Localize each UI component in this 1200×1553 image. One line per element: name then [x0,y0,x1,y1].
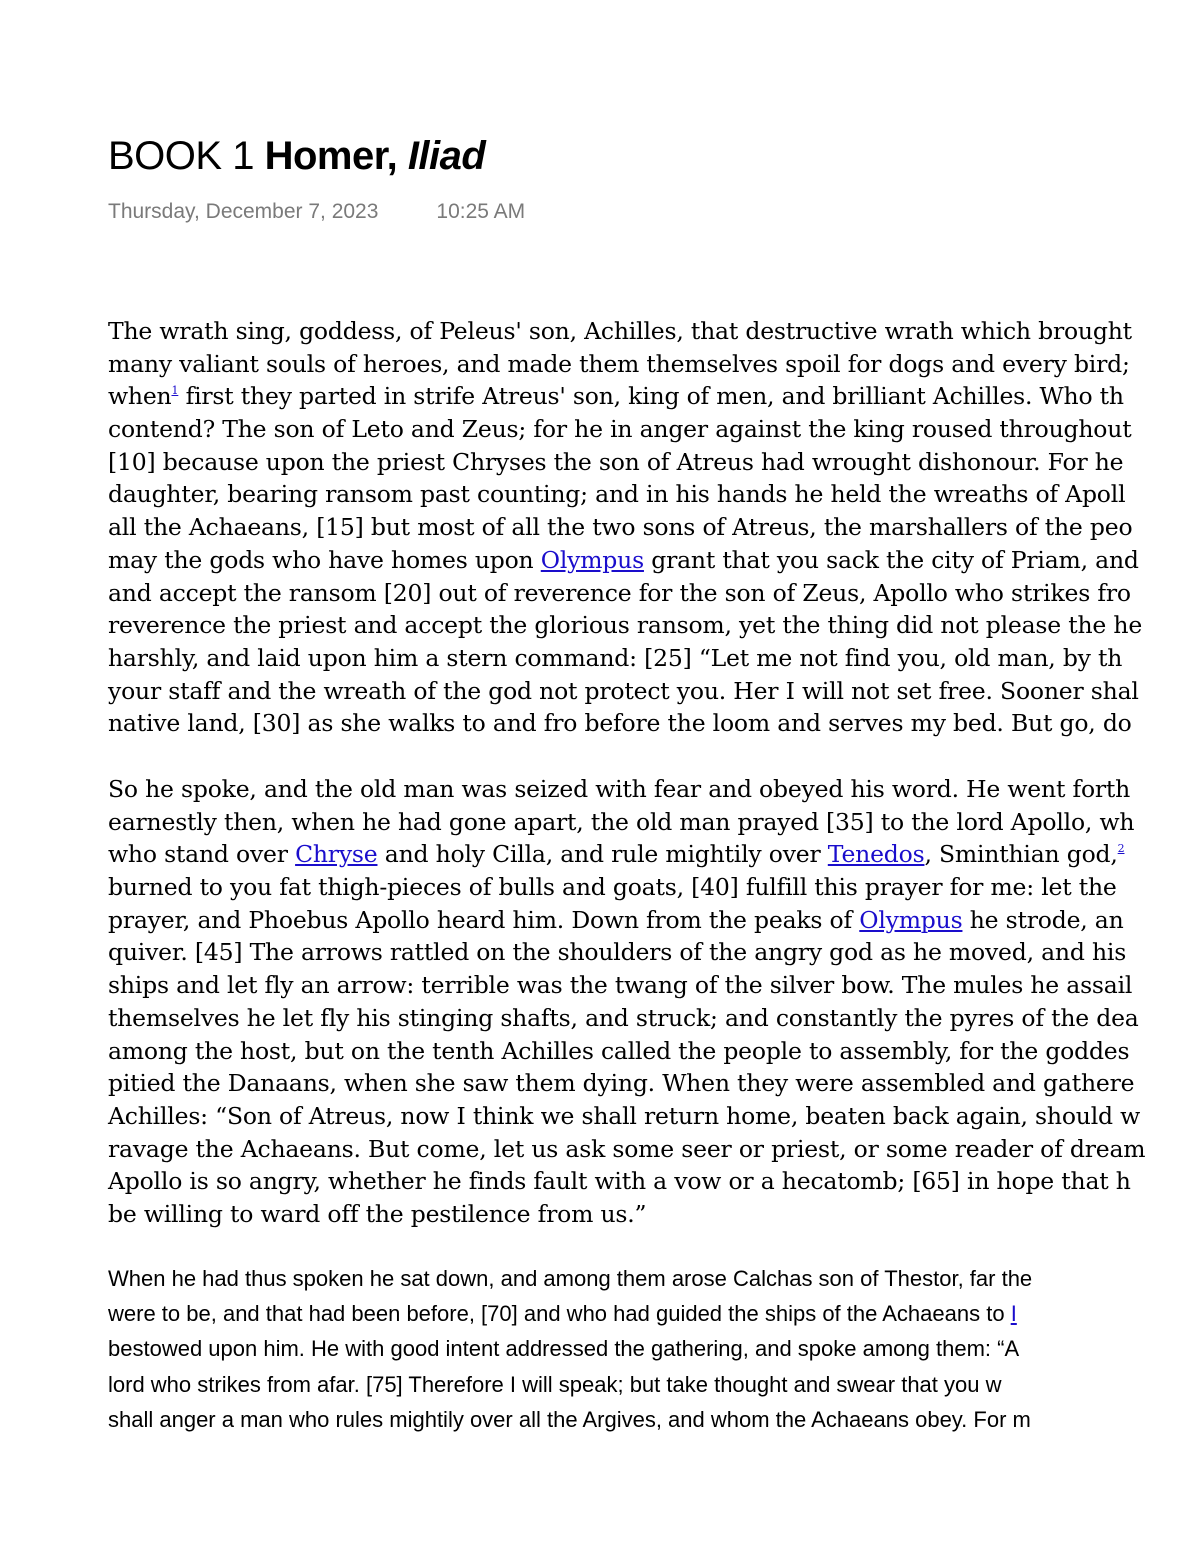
text-run: lord who strikes from afar. [75] Therefore I will speak; but take thought and swear that you w [108,1371,1002,1397]
text-run: he strode, an [962,905,1124,934]
text-run: , Sminthian god, [924,840,1118,869]
text-line [108,544,1200,577]
text-line [108,577,1200,610]
text-line [108,838,1200,871]
text-line [108,1296,1200,1331]
text-run: all the Achaeans, [15] but most of all the two sons of Atreus, the marshallers of the peo [108,513,1133,542]
place-link[interactable]: I [1010,1301,1017,1327]
place-link[interactable]: Olympus [540,545,644,574]
text-run: be willing to ward off the pestilence from us.” [108,1199,647,1228]
text-line [108,478,1200,511]
text-line [108,446,1200,479]
page-date: Thursday, December 7, 2023 [108,200,379,223]
text-run: your staff and the wreath of the god not protect you. Her I will not set free. Sooner shal [108,676,1139,705]
title-work: Iliad [407,134,486,178]
text-run: many valiant souls of heroes, and made them themselves spoil for dogs and every bird; [108,349,1130,378]
place-link[interactable]: Chryse [295,840,378,869]
text-line [108,871,1200,904]
text-line [108,1133,1200,1166]
text-run: earnestly then, when he had gone apart, the old man prayed [35] to the lord Apollo, wh [108,807,1135,836]
text-run: daughter, bearing ransom past counting; and in his hands he held the wreaths of Apoll [108,480,1126,509]
text-line [108,904,1200,937]
text-line [108,511,1200,544]
text-run: So he spoke, and the old man was seized with fear and obeyed his word. He went forth [108,775,1131,803]
text-run: quiver. [45] The arrows rattled on the shoulders of the angry god as he moved, and his [108,938,1127,967]
footnote-link[interactable]: 1 [171,384,179,398]
text-run: ravage the Achaeans. But come, let us ask some seer or priest, or some reader of dream [108,1134,1146,1163]
text-line [108,348,1200,381]
text-run: grant that you sack the city of Priam, and [643,545,1139,574]
text-line [108,609,1200,642]
text-line [108,1165,1200,1198]
text-run: reverence the priest and accept the glorious ransom, yet the thing did not please the he [108,611,1143,640]
text-run: prayer, and Phoebus Apollo heard him. Down from the peaks of [108,905,860,934]
footnote-link[interactable]: 2 [1117,842,1125,856]
text-run: shall anger a man who rules mightily over all the Argives, and whom the Achaeans obey. For m [108,1406,1031,1432]
text-run: were to be, and that had been before, [70] and who had guided the ships of the Achaeans to [108,1301,1011,1327]
text-line [108,936,1200,969]
text-run: themselves he let fly his stinging shafts, and struck; and constantly the pyres of the dea [108,1003,1139,1032]
text-line [108,1198,1200,1231]
text-line [108,315,1200,348]
text-line [108,1100,1200,1133]
text-run: pitied the Danaans, when she saw them dying. When they were assembled and gathere [108,1069,1135,1098]
text-run: When he had thus spoken he sat down, and among them arose Calchas son of Thestor, far the [108,1266,1033,1291]
text-run: and holy Cilla, and rule mightily over [377,840,828,869]
page-title [108,134,485,179]
text-run: when [108,382,172,411]
text-line [108,1002,1200,1035]
text-run: and accept the ransom [20] out of reverence for the son of Zeus, Apollo who strikes fro [108,578,1131,607]
text-line [108,642,1200,675]
text-line [108,1367,1200,1402]
text-run: contend? The son of Leto and Zeus; for he in anger against the king roused throughout [108,415,1132,444]
paragraph-2 [108,773,1200,1231]
text-run: first they parted in strife Atreus' son, king of men, and brilliant Achilles. Who th [178,382,1124,411]
text-line [108,969,1200,1002]
page-timestamp [108,200,525,224]
title-author: Homer, [264,134,398,178]
text-run: who stand over [108,840,296,869]
text-run: [10] because upon the priest Chryses the son of Atreus had wrought dishonour. For he [108,447,1124,476]
text-line [108,1035,1200,1068]
paragraph-3 [108,1261,1200,1437]
text-run: Achilles: “Son of Atreus, now I think we shall return home, beaten back again, should w [108,1101,1141,1130]
text-run: bestowed upon him. He with good intent addressed the gathering, and spoke among them: “A [108,1336,1020,1362]
footnote-marker [1118,842,1125,855]
text-run: Apollo is so angry, whether he finds fault with a vow or a hecatomb; [65] in hope that h [108,1167,1131,1196]
text-run: harshly, and laid upon him a stern command: [25] “Let me not find you, old man, by th [108,643,1123,672]
page-time: 10:25 AM [436,200,526,223]
paragraph-1 [108,315,1200,740]
place-link[interactable]: Tenedos [827,840,925,869]
place-link[interactable]: Olympus [859,905,963,934]
text-line [108,675,1200,708]
text-line [108,1261,1200,1296]
text-line [108,380,1200,413]
text-line [108,1402,1200,1437]
text-line [108,707,1200,740]
text-line [108,1331,1200,1366]
text-run: native land, [30] as she walks to and fro before the loom and serves my bed. But go, do [108,709,1132,738]
text-run: ships and let fly an arrow: terrible was the twang of the silver bow. The mules he assail [108,971,1133,1000]
text-run: may the gods who have homes upon [108,545,541,574]
text-run: burned to you fat thigh-pieces of bulls and goats, [40] fulfill this prayer for me: let the [108,873,1117,902]
text-line [108,1067,1200,1100]
title-book: BOOK 1 [108,134,254,178]
text-run: among the host, but on the tenth Achilles called the people to assembly, for the goddes [108,1036,1130,1065]
text-line [108,806,1200,839]
text-line [108,773,1200,806]
text-line [108,413,1200,446]
text-run: The wrath sing, goddess, of Peleus' son, Achilles, that destructive wrath which brought [108,317,1132,345]
